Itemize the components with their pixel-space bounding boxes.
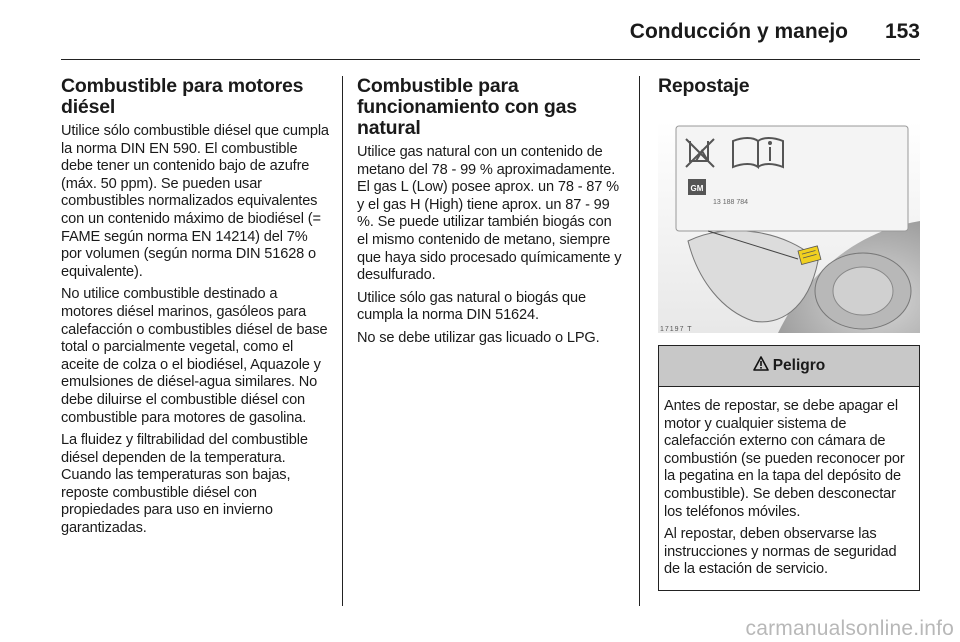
- warning-paragraph: Al repostar, deben observarse las instrucciones y normas de seguridad de la estación de servicio.: [664, 526, 897, 578]
- body-paragraph: Utilice sólo gas natural o biogás que cumpla la norma DIN 51624.: [357, 289, 586, 324]
- warning-body: [659, 387, 919, 590]
- body-paragraph: Utilice sólo combustible diésel que cumpla la norma DIN EN 590. El combustible debe tener un contenido bajo de azufre (máx. 50 ppm). Se pueden usar combustibles normalizados equivalentes con un contenido máximo de biodiésel (= FAME según norma EN 14214) del 7% por volumen (según norma DIN 51628 o equivalente).: [61, 123, 329, 280]
- column-divider: [639, 76, 640, 606]
- natural-gas-section: [357, 76, 625, 353]
- section-heading: Combustible para funcionamiento con gas natural: [357, 75, 577, 139]
- figure-code: 17197 T: [660, 326, 693, 333]
- danger-warning-box: [658, 345, 920, 591]
- column-divider: [342, 76, 343, 606]
- page-number: 153: [884, 20, 920, 43]
- sticker-code: 13 188 784: [713, 199, 749, 206]
- body-paragraph: No utilice combustible destinado a motores diésel marinos, gasóleos para calefacción o combustibles diésel de base total o parcialmente vegetal, como el aceite de colza o el biodiésel, Aquazole y emulsiones de diésel-agua similares. No debe diluirse el combustible diésel con combustible para motores de gasolina.: [61, 286, 328, 426]
- section-heading: Combustible para motores diésel: [61, 75, 304, 118]
- body-paragraph: No se debe utilizar gas licuado o LPG.: [357, 329, 600, 346]
- section-title: Conducción y manejo: [629, 20, 848, 43]
- warning-triangle-icon: [753, 356, 769, 376]
- fuel-flap-illustration: [658, 121, 920, 333]
- header-divider: [61, 59, 920, 60]
- section-heading: Repostaje: [658, 75, 750, 97]
- refuelling-section: [658, 76, 920, 591]
- page-header: [61, 0, 920, 60]
- sticker-logo: GM: [690, 184, 704, 193]
- body-paragraph: La fluidez y filtrabilidad del combustible diésel dependen de la temperatura. Cuando las temperaturas son bajas, reposte combustible diésel con propiedades para uso en invierno garantizadas.: [61, 432, 308, 537]
- warning-header: [659, 346, 919, 387]
- warning-paragraph: Antes de repostar, se debe apagar el motor y cualquier sistema de calefacción externo con cámara de combustión (se pueden reconocer por la pegatina en la tapa del depósito de combustible). Se deben desconectar los teléfonos móviles.: [664, 398, 905, 520]
- warning-title: Peligro: [772, 357, 826, 374]
- diesel-fuel-section: [61, 76, 329, 543]
- watermark-text: carmanualsonline.info: [745, 617, 954, 640]
- body-paragraph: Utilice gas natural con un contenido de metano del 78 - 99 % aproximadamente. El gas L (Low) posee aprox. un 78 - 87 % y el gas H (High) tiene aprox. un 87 - 99 %. Se puede utilizar también biogás con el mismo contenido de metano, siempre que haya sido procesado químicamente y desulfurado.: [357, 144, 622, 284]
- fuel-flap-drawing: [658, 121, 920, 333]
